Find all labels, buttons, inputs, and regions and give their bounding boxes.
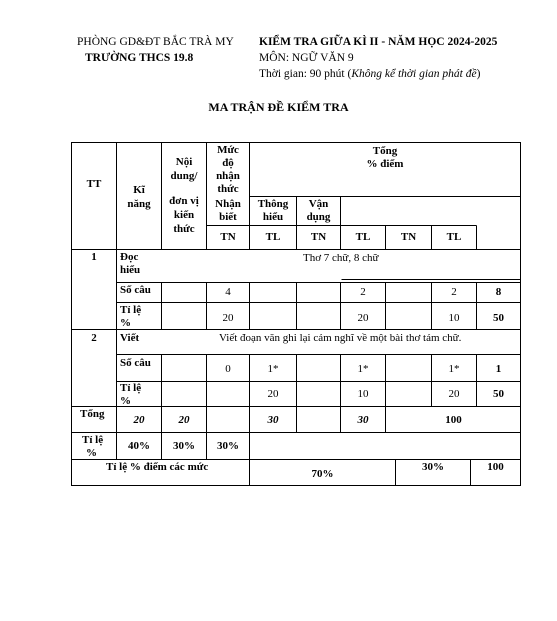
page-title: MA TRẬN ĐỀ KIỂM TRA	[208, 100, 349, 114]
tile-row-v1: 40%	[128, 440, 150, 452]
tile-row-label-1: Tỉ lệ	[82, 434, 104, 446]
row2-tile-thonghieu: 20	[267, 388, 279, 400]
row2-tt: 2	[91, 332, 97, 344]
header-tong: Tổng	[372, 145, 398, 157]
department-name: PHÒNG GD&ĐT BẮC TRÀ MY	[77, 36, 234, 48]
header-thuc: thức	[173, 223, 195, 235]
row2-socau-thonghieu: 1*	[267, 363, 279, 375]
row1-socau-tl2: 2	[360, 286, 366, 298]
row2-tile-label-2: %	[120, 395, 131, 407]
header-tl-3: TL	[446, 231, 462, 243]
tong-v3: 30	[267, 414, 279, 426]
subject: MÔN: NGỮ VĂN 9	[259, 52, 354, 64]
header-thuc2: thức	[217, 183, 239, 195]
row1-tt: 1	[91, 251, 97, 263]
row2-socau-tong: 1	[495, 363, 502, 375]
row2-socau-tl3: 1*	[448, 363, 460, 375]
header-tn-3: TN	[400, 231, 417, 243]
tile-row-v2: 30%	[173, 440, 195, 452]
tong-v4: 30	[357, 414, 369, 426]
header-vandung-1: Vận	[308, 198, 329, 210]
header-nhanbiet-1: Nhận	[215, 198, 241, 210]
last-row-v2: 30%	[422, 461, 444, 473]
row1-socau-tong: 8	[495, 286, 502, 298]
header-nang: năng	[127, 198, 151, 210]
header-ki: Kĩ	[133, 184, 145, 196]
row1-tile-tl3: 10	[448, 312, 460, 324]
row1-tile-label-2: %	[120, 317, 131, 329]
header-nhan: nhận	[216, 170, 240, 182]
school-name: TRƯỜNG THCS 19.8	[85, 52, 194, 64]
header-tl-2: TL	[355, 231, 371, 243]
time-prefix: Thời gian: 90 phút (	[259, 68, 352, 80]
row1-content: Thơ 7 chữ, 8 chữ	[303, 252, 379, 264]
row2-socau-nhanbiet: 0	[225, 363, 231, 375]
header-tl-1: TL	[265, 231, 281, 243]
row1-socau-nhanbiet: 4	[225, 286, 231, 298]
row1-socau-label: Số câu	[120, 284, 151, 296]
time-note: Không kể thời gian phát đề	[351, 68, 477, 80]
row1-socau-tl3: 2	[451, 286, 457, 298]
header-donvi: đơn vị	[169, 195, 199, 207]
header-tn-1: TN	[220, 231, 236, 243]
row1-tile-tl2: 20	[357, 312, 369, 324]
last-row-label: Tỉ lệ % điểm các mức	[106, 461, 209, 473]
last-row-v1: 70%	[311, 468, 334, 480]
row2-socau-tl2: 1*	[357, 363, 369, 375]
row2-tile-tong: 50	[493, 388, 504, 400]
exam-title: KIỂM TRA GIỮA KÌ II - NĂM HỌC 2024-2025	[259, 36, 498, 48]
header-thonghieu-2: hiểu	[262, 211, 284, 223]
row1-tile-tong: 50	[493, 312, 504, 324]
last-row-v3: 100	[487, 461, 504, 473]
row1-skill-1: Đọc	[120, 251, 139, 263]
header-dung: dung/	[170, 170, 198, 182]
row1-tile-nhanbiet: 20	[222, 312, 234, 324]
row2-socau-label: Số câu	[120, 357, 151, 369]
tong-v1: 20	[133, 414, 145, 426]
header-muc: Mức	[217, 144, 239, 156]
header-pdiem: % điểm	[366, 158, 404, 170]
header-vandung-2: dụng	[306, 211, 331, 223]
header-noi: Nội	[175, 156, 193, 168]
header-tn-2: TN	[310, 231, 327, 243]
tile-row-v3: 30%	[217, 440, 239, 452]
row2-tile-tl3: 20	[448, 388, 460, 400]
header-kien: kiến	[173, 209, 195, 221]
tong-v2: 20	[178, 414, 190, 426]
tong-v5: 100	[445, 414, 462, 426]
header-tt: TT	[86, 178, 102, 190]
row2-content: Viết đoạn văn ghi lại cảm nghĩ về một bài thơ tám chữ.	[219, 332, 462, 344]
row2-skill: Viết	[120, 332, 140, 344]
header-thonghieu-1: Thông	[257, 198, 289, 210]
time-suffix: )	[476, 68, 481, 80]
row1-skill-2: hiểu	[120, 264, 141, 276]
row2-tile-tl2: 10	[357, 388, 369, 400]
tong-label: Tổng	[80, 408, 105, 420]
header-do: độ	[222, 157, 234, 169]
row1-tile-label-1: Tỉ lệ	[120, 304, 142, 316]
tile-row-label-2: %	[86, 447, 97, 459]
row2-tile-label-1: Tỉ lệ	[120, 382, 142, 394]
header-nhanbiet-2: biết	[219, 211, 237, 223]
